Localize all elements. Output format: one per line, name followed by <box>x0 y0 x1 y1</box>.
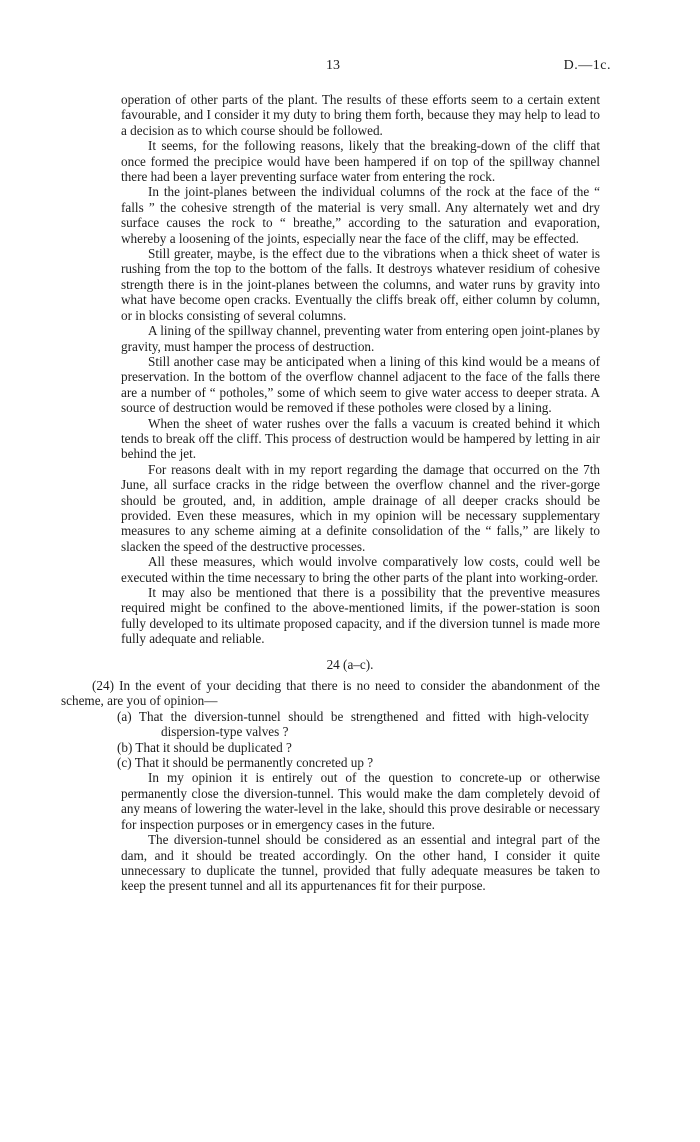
question-intro: (24) In the event of your deciding that there is no need to consider the abandonment of the scheme, are you of opinion— <box>61 678 600 709</box>
document-reference: D.—1c. <box>563 58 611 73</box>
paragraph-continued: operation of other parts of the plant. The results of these efforts seem to a certain extent favourable, and I consider it my duty to bring them forth, because they may help to lead to a decision as to which course should be followed. <box>121 92 600 138</box>
page-header <box>0 58 700 78</box>
paragraph: A lining of the spillway channel, preventing water from entering open joint-planes by gravity, must hamper the process of destruction. <box>121 323 600 354</box>
document-body <box>0 92 700 894</box>
page-number: 13 <box>326 58 340 73</box>
question-item: (a) That the diversion-tunnel should be strengthened and fitted with high-velocity dispersion-type valves ? <box>117 708 589 740</box>
paragraph: It may also be mentioned that there is a possibility that the preventive measures required might be confined to the above-mentioned limits, if the power-station is soon fully developed to its ultimate proposed capacity, and if the diversion tunnel is made more fully adequate and reliable. <box>121 585 600 647</box>
paragraph: In the joint-planes between the individual columns of the rock at the face of the “ falls ” the cohesive strength of the material is very small. Any alternately wet and dry surface causes the rock to “ breathe,” according to the saturation and evaporation, whereby a loosening of the joints, especially near the face of the cliff, may be effected. <box>121 184 600 246</box>
paragraph: Still greater, maybe, is the effect due to the vibrations when a thick sheet of water is rushing from the top to the bottom of the falls. It destroys whatever residium of cohesive strength there is in the joint-planes between the columns, and water runs by gravity into what have become open cracks. Eventually the cliffs break off, either column by column, or in blocks consisting of several columns. <box>121 246 600 323</box>
answer-paragraph: The diversion-tunnel should be considered as an essential and integral part of the dam, and it should be treated accordingly. On the other hand, I consider it quite unnecessary to duplicate the tunnel, provided that fully adequate measures be taken to keep the present tunnel and all its appurtenances fit for their purpose. <box>121 832 600 894</box>
paragraph: All these measures, which would involve comparatively low costs, could well be executed within the time necessary to bring the other parts of the plant into working-order. <box>121 554 600 585</box>
answer-paragraph: In my opinion it is entirely out of the question to concrete-up or otherwise permanently close the diversion-tunnel. This would make the dam completely devoid of any means of lowering the water-level in the lake, should this prove desirable or necessary for inspection purposes or in emergency cases in the future. <box>121 770 600 832</box>
paragraph: It seems, for the following reasons, likely that the breaking-down of the cliff that once formed the precipice would have been hampered if on top of the spillway channel there had been a layer preventing surface water from entering the rock. <box>121 138 600 185</box>
question-item: (b) That it should be duplicated ? <box>117 739 292 755</box>
paragraph: For reasons dealt with in my report regarding the damage that occurred on the 7th June, all surface cracks in the ridge between the overflow channel and the river-gorge should be grouted, and, in addition, ample drainage of all deeper cracks should be provided. Even these measures, which in my opinion will be necessary supplementary measures to any scheme aiming at a definite consolidation of the “ falls,” are likely to slacken the speed of the destructive processes. <box>121 461 600 554</box>
paragraph: Still another case may be anticipated when a lining of this kind would be a means of preservation. In the bottom of the overflow channel adjacent to the face of the falls there are a number of “ potholes,” some of which seem to give water access to deeper strata. A source of destruction would be removed if these potholes were closed by a lining. <box>121 353 600 416</box>
question-item: (c) That it should be permanently concreted up ? <box>117 755 374 771</box>
paragraph: When the sheet of water rushes over the falls a vacuum is created behind it which tends to break off the cliff. This process of destruction would be hampered by letting in air behind the jet. <box>121 415 600 462</box>
section-heading: 24 (a–c). <box>326 656 374 672</box>
